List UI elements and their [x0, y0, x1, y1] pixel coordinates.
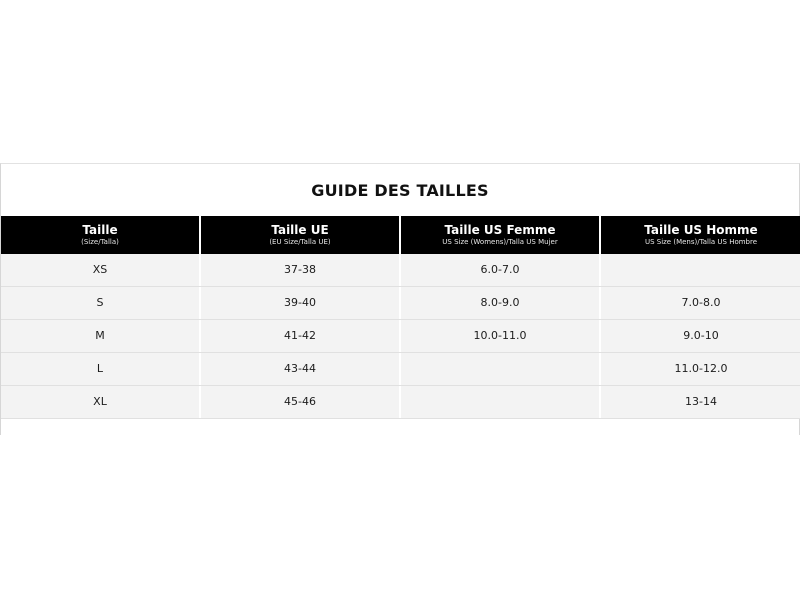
cell-size: L	[1, 353, 201, 385]
header-us-women-sub: US Size (Womens)/Talla US Mujer	[442, 238, 558, 246]
cell-size: XL	[1, 386, 201, 418]
cell-us-women	[401, 353, 601, 385]
size-table	[1, 216, 800, 419]
size-guide	[0, 163, 800, 435]
size-guide-title: GUIDE DES TAILLES	[311, 181, 489, 200]
header-size	[1, 216, 201, 254]
cell-eu-size: 43-44	[201, 353, 401, 385]
cell-eu-size: 37-38	[201, 254, 401, 286]
cell-eu-size: 45-46	[201, 386, 401, 418]
table-row	[1, 353, 800, 386]
header-eu-size-label: Taille UE	[271, 223, 329, 237]
header-us-men-label: Taille US Homme	[644, 223, 758, 237]
header-us-men	[601, 216, 800, 254]
header-eu-size-sub: (EU Size/Talla UE)	[269, 238, 331, 246]
cell-size: XS	[1, 254, 201, 286]
cell-size: M	[1, 320, 201, 352]
header-size-label: Taille	[82, 223, 118, 237]
cell-us-women: 6.0-7.0	[401, 254, 601, 286]
cell-size: S	[1, 287, 201, 319]
header-us-women	[401, 216, 601, 254]
cell-us-women	[401, 386, 601, 418]
header-size-sub: (Size/Talla)	[81, 238, 119, 246]
header-us-women-label: Taille US Femme	[444, 223, 556, 237]
table-header-row	[1, 216, 800, 254]
table-row	[1, 386, 800, 419]
table-row	[1, 320, 800, 353]
header-eu-size	[201, 216, 401, 254]
table-row	[1, 287, 800, 320]
cell-us-men: 7.0-8.0	[681, 296, 721, 309]
header-us-men-sub: US Size (Mens)/Talla US Hombre	[644, 238, 758, 246]
cell-us-men: 9.0-10	[683, 329, 719, 342]
cell-us-men: 11.0-12.0	[674, 362, 728, 375]
cell-us-men: 13-14	[685, 395, 717, 408]
cell-eu-size: 39-40	[201, 287, 401, 319]
cell-us-women: 8.0-9.0	[401, 287, 601, 319]
cell-us-men	[601, 254, 800, 286]
cell-us-women: 10.0-11.0	[401, 320, 601, 352]
table-row	[1, 254, 800, 287]
cell-eu-size: 41-42	[201, 320, 401, 352]
